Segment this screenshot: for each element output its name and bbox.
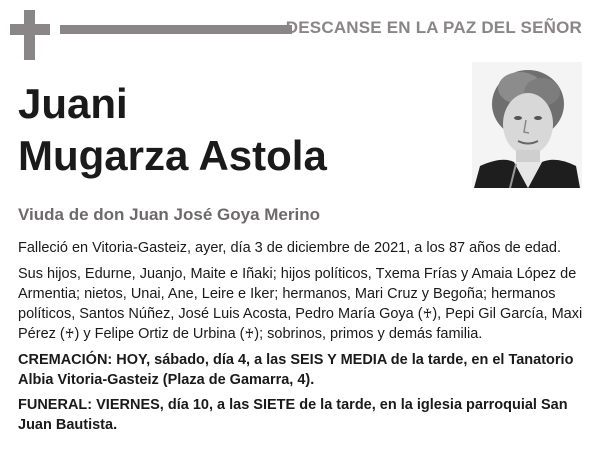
subtitle-widow-of: Viuda de don Juan José Goya Merino [18,205,320,224]
header-rule [60,25,292,34]
cross-icon [10,10,50,60]
cremation-notice: CREMACIÓN: HOY, sábado, día 4, a las SEIS Y MEDIA de la tarde, en el Tanatorio Albia Vitoria-Gasteiz (Plaza de Gamarra, 4). [18,352,574,388]
funeral-notice: FUNERAL: VIERNES, día 10, a las SIETE de la tarde, en la iglesia parroquial San Juan Bautista. [18,397,568,433]
deceased-cross-icon: ♰ [244,326,255,341]
deceased-name [18,78,327,182]
header-title: DESCANSE EN LA PAZ DEL SEÑOR [285,18,582,37]
surnames: Mugarza Astola [18,132,327,179]
deceased-cross-icon: ♰ [422,306,433,321]
portrait-photo [472,62,582,188]
notice-body [18,238,584,440]
family-list: Sus hijos, Edurne, Juanjo, Maite e Iñaki; hijos políticos, Txema Frías y Amaia López de Armentia; nietos, Unai, Ane, Leire e Iker; hermanos, Mari Cruz y Begoña; hermanos políticos, Santos Núñez, José Luis Acosta, Pedro María Goya (♰), Pepi Gil García, Maxi Pérez (♰) y Felipe Ortiz de Urbina (♰); sobrinos, primos y demás familia. [18,266,583,342]
death-notice: Falleció en Vitoria-Gasteiz, ayer, día 3 de diciembre de 2021, a los 87 años de edad. [18,240,562,256]
header [10,10,582,60]
deceased-cross-icon: ♰ [64,326,75,341]
first-name: Juani [18,80,128,127]
